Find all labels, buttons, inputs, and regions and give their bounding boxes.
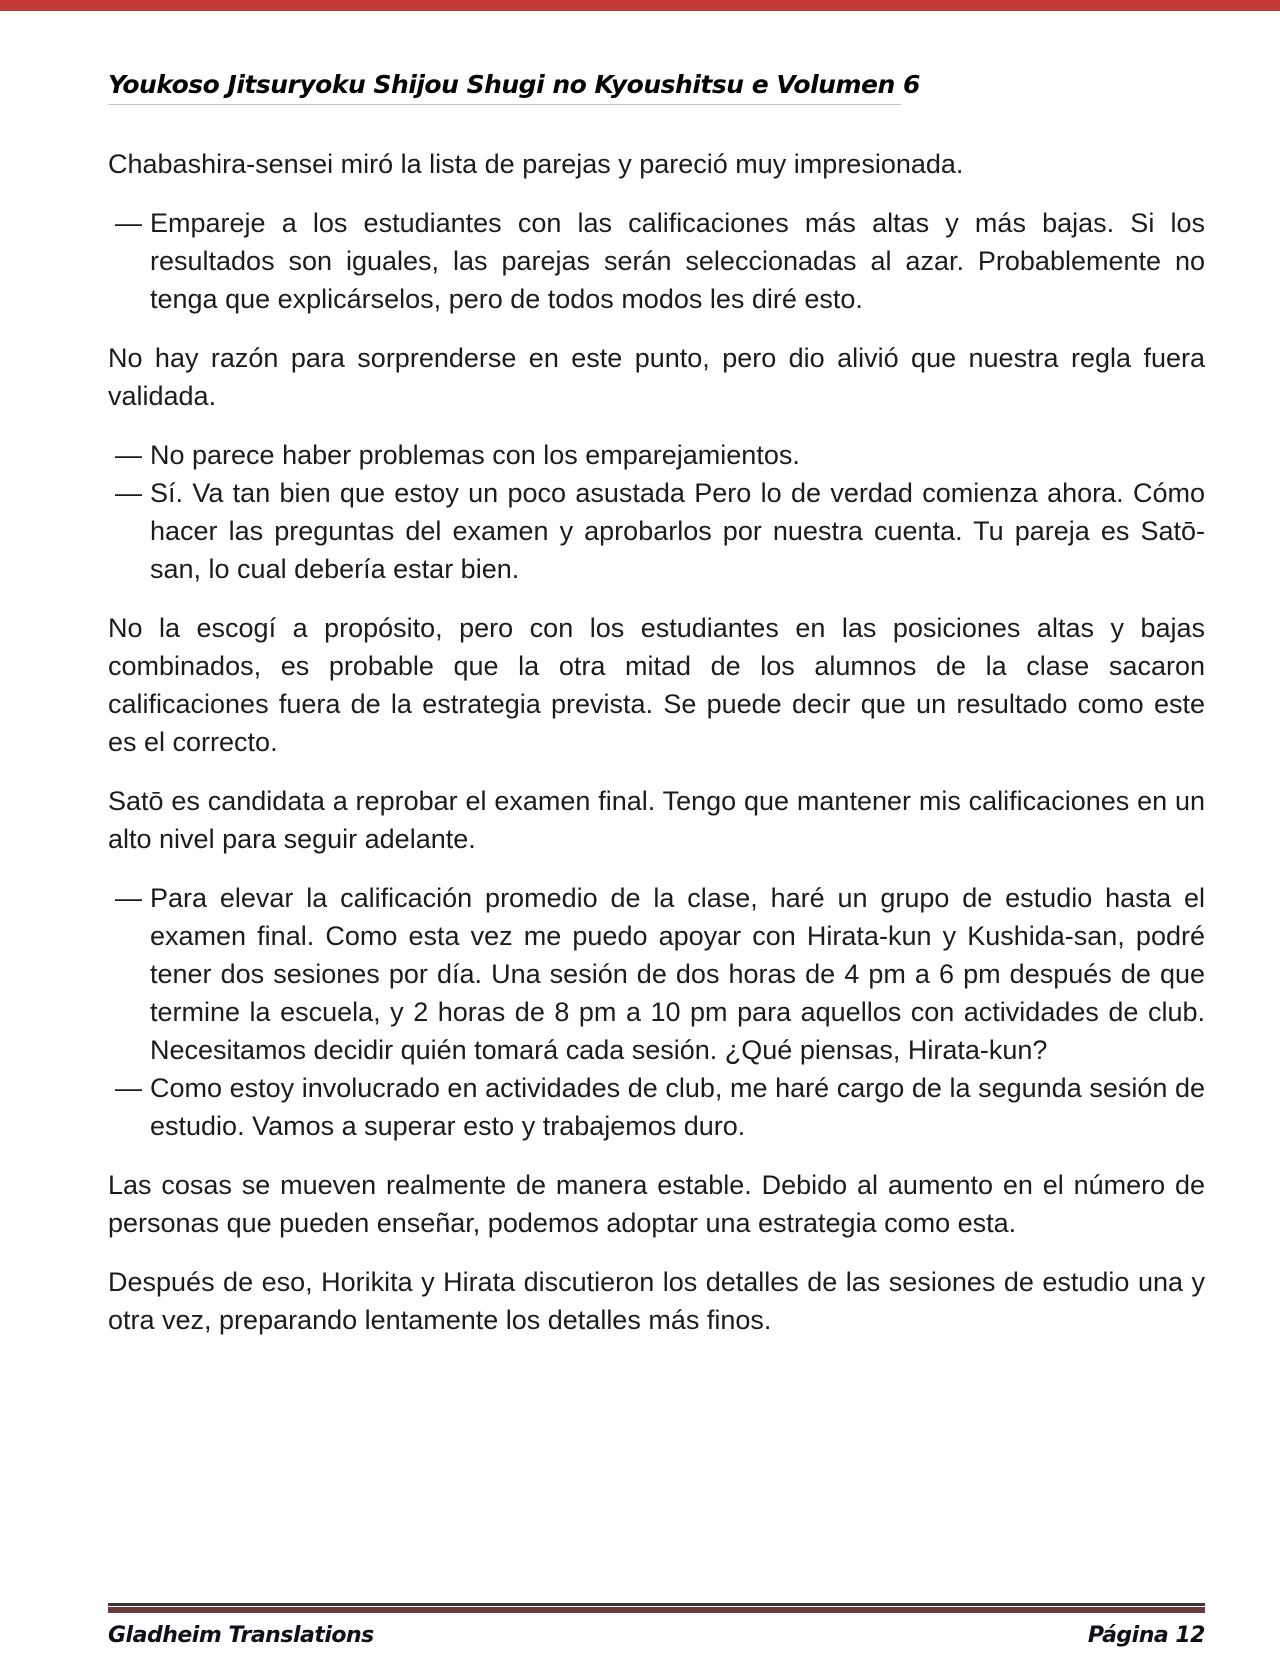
header-divider <box>108 104 901 105</box>
dialogue-text: Como estoy involucrado en actividades de club, me haré cargo de la segunda sesión de estudio. Vamos a superar esto y trabajemos duro. <box>150 1073 1205 1141</box>
page-title: Youkoso Jitsuryoku Shijou Shugi no Kyoushitsu e Volumen 6 <box>108 70 920 99</box>
page-footer <box>108 1603 1205 1648</box>
narration-paragraph: No la escogí a propósito, pero con los estudiantes en las posiciones altas y bajas combinados, es probable que la otra mitad de los alumnos de la clase sacaron calificaciones fuera de la estrategia prevista. Se puede decir que un resultado como este es el correcto. <box>108 613 1205 757</box>
dialogue-group <box>108 879 1205 1145</box>
page-header <box>108 70 1205 105</box>
dialogue-line <box>108 1069 1205 1145</box>
narration-paragraph: Después de eso, Horikita y Hirata discutieron los detalles de las sesiones de estudio una y otra vez, preparando lentamente los detalles más finos. <box>108 1267 1205 1335</box>
dialogue-text: Sí. Va tan bien que estoy un poco asustada Pero lo de verdad comienza ahora. Cómo hacer las preguntas del examen y aprobarlos por nuestra cuenta. Tu pareja es Satō-san, lo cual debería estar bien. <box>150 478 1205 584</box>
dialogue-line <box>108 204 1205 318</box>
dialogue-group <box>108 436 1205 588</box>
dialogue-line <box>108 879 1205 1069</box>
footer-divider <box>108 1603 1205 1614</box>
footer-divider-maroon-band <box>108 1606 1205 1614</box>
dialogue-dash: — <box>115 440 142 470</box>
dialogue-dash: — <box>115 883 142 913</box>
dialogue-text: Para elevar la calificación promedio de la clase, haré un grupo de estudio hasta el examen final. Como esta vez me puedo apoyar con Hirata-kun y Kushida-san, podré tener dos sesiones por día. Una sesión de dos horas de 4 pm a 6 pm después de que termine la escuela, y 2 horas de 8 pm a 10 pm para aquellos con actividades de club. Necesitamos decidir quién tomará cada sesión. ¿Qué piensas, Hirata-kun? <box>150 883 1205 1065</box>
dialogue-text: Empareje a los estudiantes con las calificaciones más altas y más bajas. Si los resultados son iguales, las parejas serán seleccionadas al azar. Probablemente no tenga que explicárselos, pero de todos modos les diré esto. <box>150 208 1205 314</box>
narration-paragraph: No hay razón para sorprenderse en este punto, pero dio alivió que nuestra regla fuera validada. <box>108 343 1205 411</box>
footer-translator-credit: Gladheim Translations <box>108 1623 374 1648</box>
page <box>108 0 1205 1360</box>
dialogue-dash: — <box>115 208 142 238</box>
dialogue-dash: — <box>115 478 142 508</box>
footer-page-number: Página 12 <box>1087 1623 1205 1648</box>
narration-paragraph: Las cosas se mueven realmente de manera estable. Debido al aumento en el número de personas que pueden enseñar, podemos adoptar una estrategia como esta. <box>108 1170 1205 1238</box>
narration-paragraph: Chabashira-sensei miró la lista de parejas y pareció muy impresionada. <box>108 149 964 179</box>
dialogue-line <box>108 474 1205 588</box>
dialogue-group <box>108 204 1205 318</box>
narration-paragraph: Satō es candidata a reprobar el examen final. Tengo que mantener mis calificaciones en un alto nivel para seguir adelante. <box>108 786 1205 854</box>
document-body <box>108 145 1205 1339</box>
dialogue-line <box>108 436 1205 474</box>
dialogue-dash: — <box>115 1073 142 1103</box>
footer-row <box>108 1623 1205 1648</box>
dialogue-text: No parece haber problemas con los emparejamientos. <box>150 440 800 470</box>
